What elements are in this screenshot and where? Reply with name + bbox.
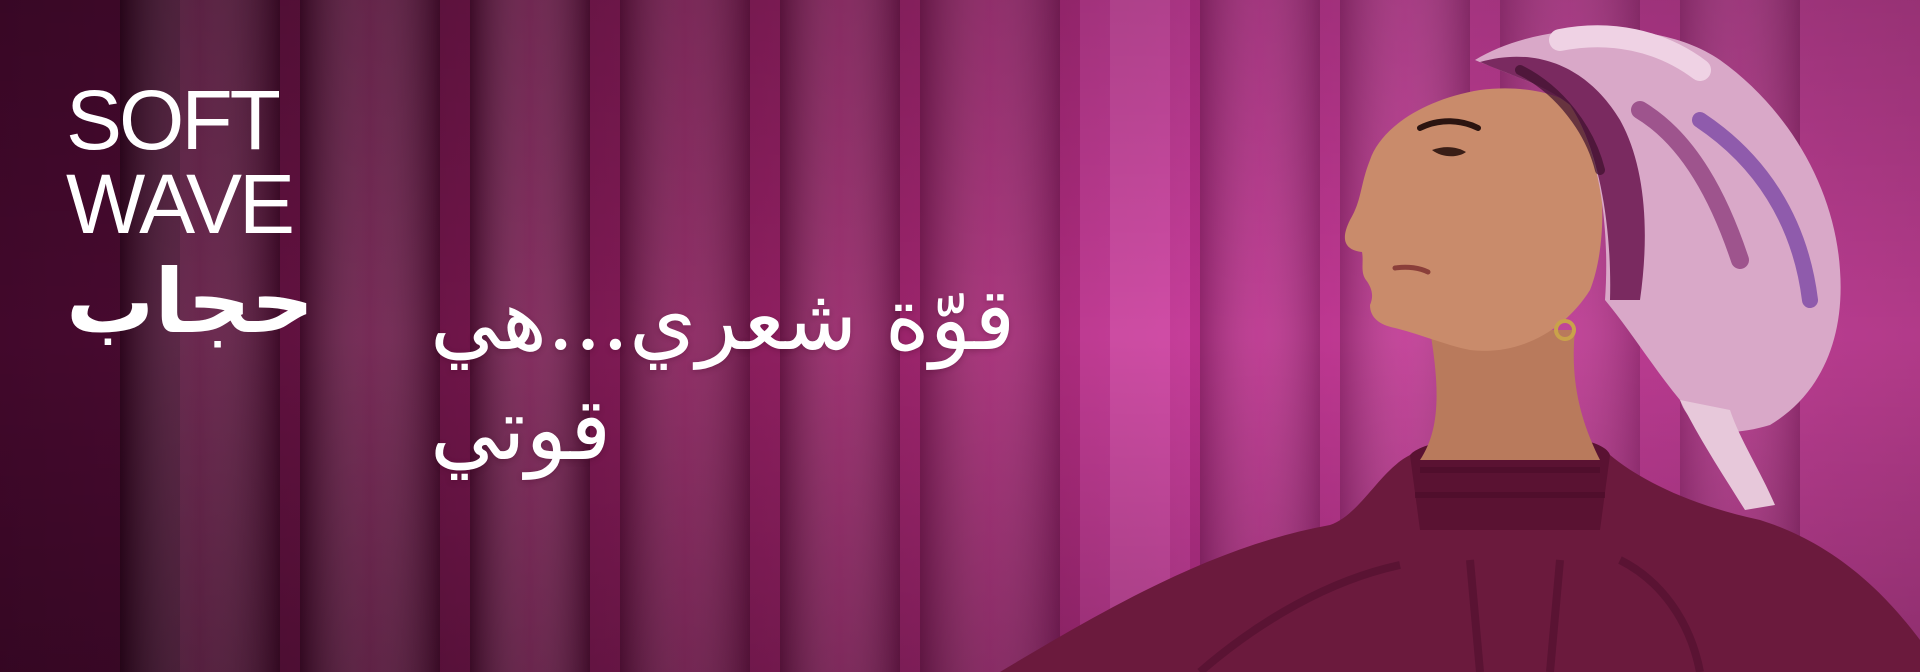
campaign-tagline: قوّة شعري...هي قوتي: [430, 270, 1016, 480]
brand-name-line2: WAVE: [66, 157, 293, 251]
brand-name-arabic: حجاب: [66, 250, 315, 353]
brand-logo: [66, 73, 315, 353]
brand-name-line1: SOFT: [66, 73, 278, 167]
